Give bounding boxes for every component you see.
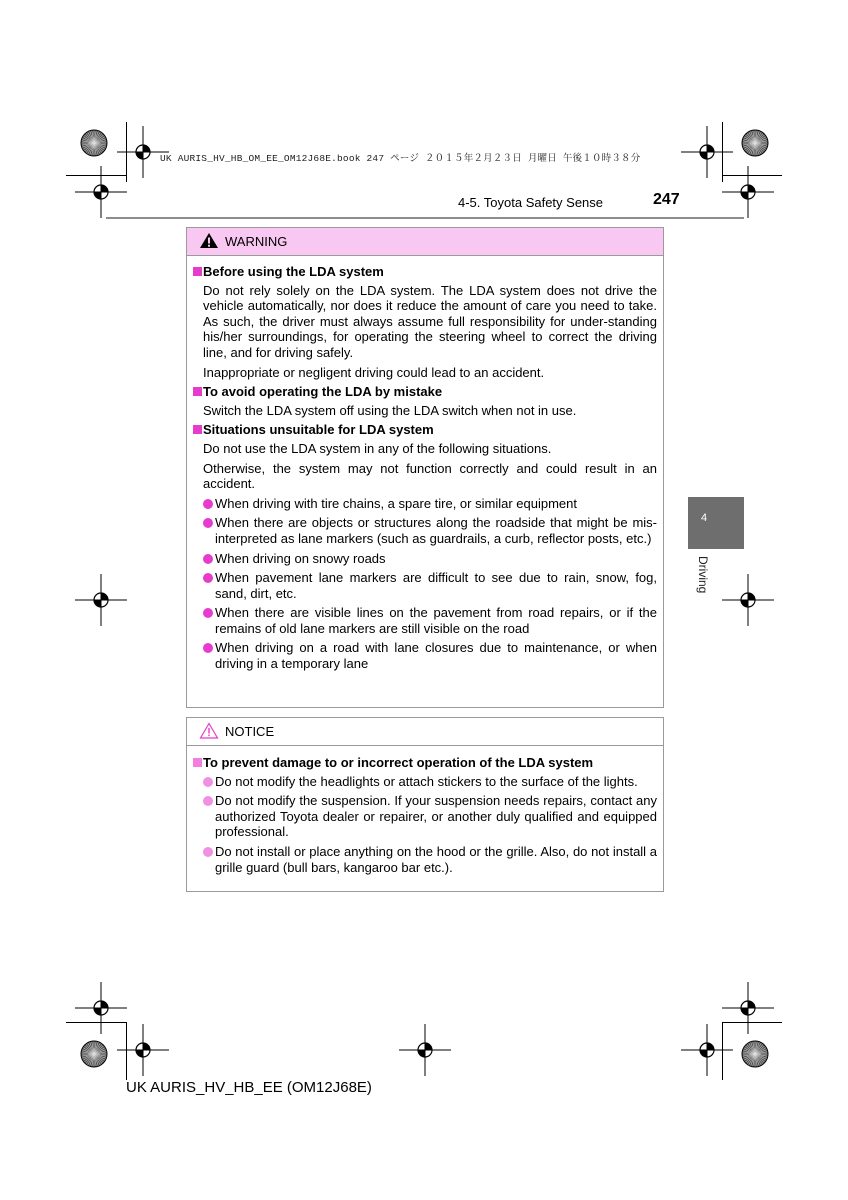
chapter-tab-label: Driving — [696, 556, 710, 594]
warning-heading-2: To avoid operating the LDA by mistake — [190, 384, 657, 400]
warning-paragraph: Switch the LDA system off using the LDA switch when not in use. — [203, 402, 577, 418]
list-item: When driving on a road with lane closures due to maintenance, or when driving in a temporary lane — [190, 640, 657, 671]
crop-line — [722, 175, 782, 176]
warning-heading-3: Situations unsuitable for LDA system — [190, 422, 657, 438]
circle-bullet-icon — [203, 573, 213, 583]
warning-paragraph: Do not rely solely on the LDA system. The LDA system does not drive the vehicle automatically, nor does it reduce the amount of care you need to take. As such, the driver must always assume full responsibility for under-standing his/her surroundings, for operating the steering wheel to correct the driving line, and for driving safely. — [203, 282, 657, 360]
print-info-line: UK AURIS_HV_HB_OM_EE_OM12J68E.book 247 ページ ２０１５年２月２３日 月曜日 午後１０時３８分 — [160, 153, 641, 164]
section-title: 4-5. Toyota Safety Sense — [458, 195, 604, 210]
warning-box — [186, 227, 664, 708]
square-bullet-icon — [193, 425, 202, 434]
notice-heading: To prevent damage to or incorrect operation of the LDA system — [190, 755, 657, 771]
warning-body — [190, 264, 657, 676]
registration-crosshair-icon — [681, 1024, 733, 1076]
registration-crosshair-icon — [399, 1024, 451, 1076]
chapter-tab[interactable] — [688, 497, 744, 549]
circle-bullet-icon — [203, 643, 213, 653]
header-rule — [106, 217, 744, 219]
crop-line — [722, 122, 723, 182]
circle-bullet-icon — [203, 777, 213, 787]
notice-triangle-icon — [199, 722, 219, 742]
square-bullet-icon — [193, 267, 202, 276]
warning-title: WARNING — [225, 234, 288, 249]
list-item: When driving with tire chains, a spare tire, or similar equipment — [190, 496, 657, 512]
list-item: Do not install or place anything on the hood or the grille. Also, do not install a grille guard (bull bars, kangaroo bar etc.). — [190, 844, 657, 875]
square-bullet-icon — [193, 758, 202, 767]
circle-bullet-icon — [203, 608, 213, 618]
starburst-icon — [741, 1040, 769, 1068]
chapter-tab-number: 4 — [701, 512, 708, 524]
page-number: 247 — [653, 191, 680, 208]
warning-heading-1: Before using the LDA system — [190, 264, 657, 280]
circle-bullet-icon — [203, 847, 213, 857]
warning-paragraph: Inappropriate or negligent driving could lead to an accident. — [203, 364, 545, 380]
starburst-icon — [80, 129, 108, 157]
warning-triangle-icon — [199, 232, 219, 252]
list-item: Do not modify the headlights or attach stickers to the surface of the lights. — [190, 774, 657, 790]
circle-bullet-icon — [203, 518, 213, 528]
footer-code: UK AURIS_HV_HB_EE (OM12J68E) — [126, 1079, 372, 1096]
circle-bullet-icon — [203, 499, 213, 509]
starburst-icon — [80, 1040, 108, 1068]
notice-box — [186, 717, 664, 892]
list-item: Do not modify the suspension. If your suspension needs repairs, contact any authorized Toyota dealer or repairer, or another duly qualified and equipped professional. — [190, 793, 657, 840]
notice-body — [190, 755, 657, 879]
registration-crosshair-icon — [75, 166, 127, 218]
crop-line — [66, 1022, 126, 1023]
starburst-icon — [741, 129, 769, 157]
circle-bullet-icon — [203, 554, 213, 564]
crop-line — [126, 1022, 127, 1080]
list-item: When there are objects or structures along the roadside that might be mis-interpreted as lane markers (such as guardrails, a curb, reflector posts, etc.) — [190, 515, 657, 546]
crop-line — [722, 1022, 782, 1023]
warning-paragraph: Otherwise, the system may not function correctly and could result in an accident. — [203, 460, 657, 492]
registration-crosshair-icon — [75, 574, 127, 626]
notice-header — [187, 718, 663, 746]
warning-header — [187, 228, 663, 256]
registration-crosshair-icon — [722, 574, 774, 626]
warning-paragraph: Do not use the LDA system in any of the following situations. — [203, 440, 552, 456]
crop-line — [126, 122, 127, 182]
registration-crosshair-icon — [117, 1024, 169, 1076]
notice-title: NOTICE — [225, 724, 275, 739]
list-item: When there are visible lines on the pavement from road repairs, or if the remains of old lane markers are still visible on the road — [190, 605, 657, 636]
square-bullet-icon — [193, 387, 202, 396]
crop-line — [722, 1022, 723, 1080]
crop-line — [66, 175, 126, 176]
list-item: When driving on snowy roads — [190, 551, 657, 567]
circle-bullet-icon — [203, 796, 213, 806]
registration-crosshair-icon — [722, 166, 774, 218]
list-item: When pavement lane markers are difficult to see due to rain, snow, fog, sand, dirt, etc. — [190, 570, 657, 601]
